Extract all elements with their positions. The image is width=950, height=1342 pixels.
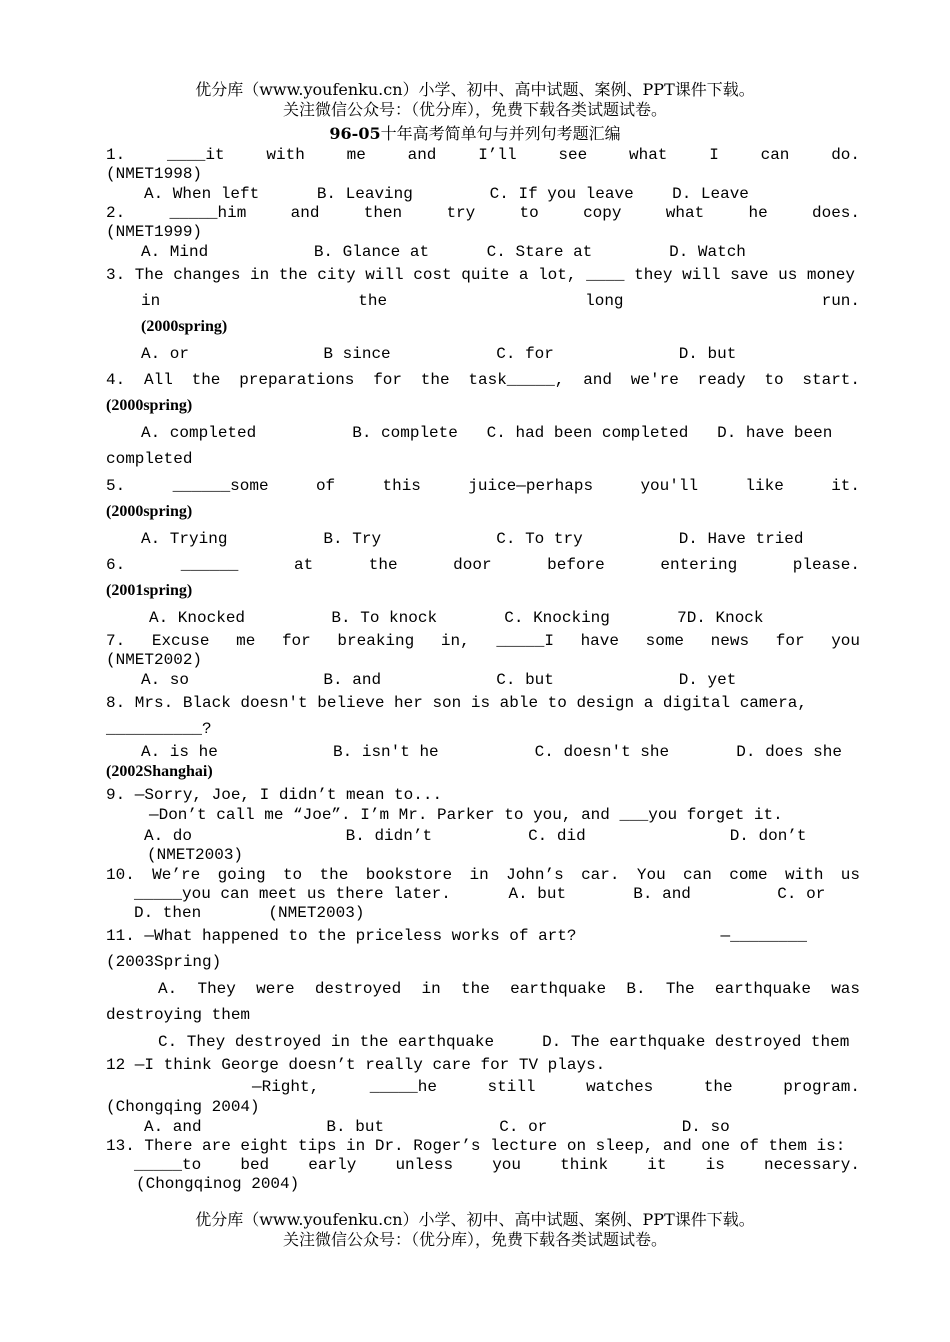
question-11-source: (2003Spring) <box>106 953 222 971</box>
question-7-options: A. so B. and C. but D. yet <box>141 671 737 689</box>
header-line-2: 关注微信公众号：（优分库），免费下载各类试题试卷。 <box>282 100 667 119</box>
question-1: 1. ____it with me and I’ll see what I can do. <box>106 146 860 164</box>
question-10-options-cont: D. then (NMET2003) <box>134 904 365 922</box>
question-1-source: (NMET1998) <box>106 165 203 183</box>
question-12-source: (Chongqing 2004) <box>106 1098 260 1116</box>
header-line-1: 优分库（www.youfenku.cn）小学、初中、高中试题、案例、PPT课件下载。 <box>195 80 755 99</box>
question-3: 3. The changes in the city will cost quite a lot, ____ they will save us money <box>106 266 855 284</box>
question-6-source: (2001spring) <box>106 582 193 599</box>
question-4-options: A. completed B. complete C. had been completed D. have been <box>141 424 833 442</box>
question-2: 2. _____him and then try to copy what he does. <box>106 204 860 222</box>
title-year-range: 96-05 <box>329 124 381 143</box>
title-text: 十年高考简单句与并列句考题汇编 <box>380 124 621 143</box>
question-13: 13. There are eight tips in Dr. Roger’s lecture on sleep, and one of them is: <box>106 1137 846 1155</box>
question-12: 12 —I think George doesn’t really care for TV plays. <box>106 1056 606 1074</box>
question-12-reply: —Right, _____he still watches the program. <box>252 1078 860 1096</box>
footer-line-1: 优分库（www.youfenku.cn）小学、初中、高中试题、案例、PPT课件下载。 <box>195 1210 755 1229</box>
question-7-source: (NMET2002) <box>106 651 203 669</box>
question-5: 5. ______some of this juice—perhaps you'll like it. <box>106 477 860 495</box>
question-4-source: (2000spring) <box>106 397 193 414</box>
question-13-cont: _____to bed early unless you think it is necessary. <box>134 1156 860 1174</box>
question-8: 8. Mrs. Black doesn't believe her son is able to design a digital camera, <box>106 694 807 712</box>
question-5-source: (2000spring) <box>106 503 193 520</box>
question-5-options: A. Trying B. Try C. To try D. Have tried <box>141 530 804 548</box>
question-3-source: (2000spring) <box>141 318 228 335</box>
question-10-cont: _____you can meet us there later. A. but B. and C. or <box>134 885 826 903</box>
question-6: 6. ______ at the door before entering please. <box>106 556 860 574</box>
question-3-options: A. or B since C. for D. but <box>141 345 737 363</box>
question-2-options: A. Mind B. Glance at C. Stare at D. Watch <box>141 243 746 261</box>
question-1-options: A. When left B. Leaving C. If you leave D. Leave <box>144 185 749 203</box>
question-9: 9. —Sorry, Joe, I didn’t mean to... <box>106 786 443 804</box>
question-2-source: (NMET1999) <box>106 223 203 241</box>
question-8-blank: __________? <box>106 720 212 738</box>
question-3-cont: in the long run. <box>141 292 860 310</box>
question-8-options: A. is he B. isn't he C. doesn't she D. does she <box>141 743 842 761</box>
question-9-options: A. do B. didn’t C. did D. don’t <box>144 827 807 845</box>
question-13-source: (Chongqinog 2004) <box>136 1175 300 1193</box>
question-6-options: A. Knocked B. To knock C. Knocking 7D. Knock <box>149 609 764 627</box>
question-4-options-cont: completed <box>106 450 193 468</box>
question-4: 4. All the preparations for the task_____, and we're ready to start. <box>106 371 860 389</box>
question-8-source: (2002Shanghai) <box>106 763 213 780</box>
page-title <box>0 124 950 144</box>
question-7: 7. Excuse me for breaking in, _____I have some news for you <box>106 632 860 650</box>
question-9-reply: —Don’t call me “Joe”. I’m Mr. Parker to you, and ___you forget it. <box>149 806 783 824</box>
question-11-options-cont: destroying them <box>106 1006 251 1024</box>
footer-line-2: 关注微信公众号：（优分库），免费下载各类试题试卷。 <box>282 1230 667 1249</box>
question-11: 11. —What happened to the priceless works of art? —________ <box>106 927 807 945</box>
question-11-options-a: A. They were destroyed in the earthquake B. The earthquake was <box>158 980 860 998</box>
question-9-source: (NMET2003) <box>147 846 244 864</box>
question-11-options-c: C. They destroyed in the earthquake D. The earthquake destroyed them <box>158 1033 850 1051</box>
question-12-options: A. and B. but C. or D. so <box>144 1118 730 1136</box>
question-10: 10. We’re going to the bookstore in John’s car. You can come with us <box>106 866 860 884</box>
